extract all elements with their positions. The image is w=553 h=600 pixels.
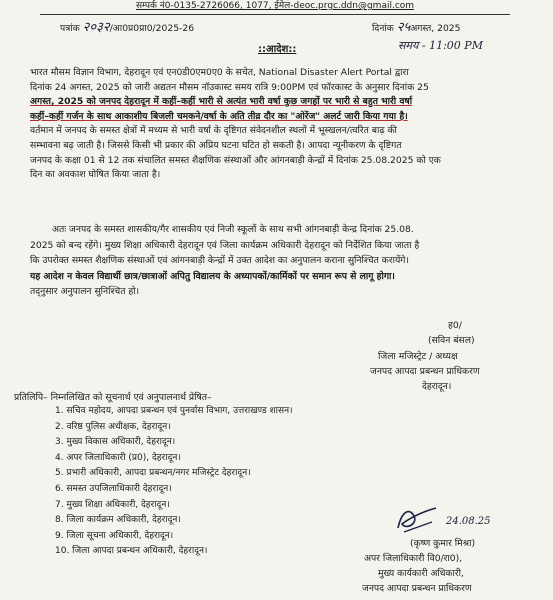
second-signatory-name: (कृष्ण कुमार मिश्रा) <box>410 538 476 549</box>
para1-line: जनपद के कक्षा 01 से 12 तक संचालित समस्त शैक्षणिक संस्थाओं और आंगनबाड़ी केन्द्रों में दिनांक 25.08.2025 को एक <box>30 154 441 166</box>
cc-item: 2. वरिष्ठ पुलिस अधीक्षक, देहरादून। <box>55 421 171 432</box>
cc-item: 7. मुख्य शिक्षा अधिकारी, देहरादून। <box>55 499 170 510</box>
para1-line: सम्भावना बढ़ जाती है। जिससे किसी भी प्रकार की अप्रिय घटना घटित हो सकती है। आपदा न्यूनीकरण के दृष्टिगत <box>30 139 402 151</box>
sign-date-handwritten: 24.08.25 <box>446 516 491 527</box>
cc-item: 6. समस्त उपजिलाधिकारी देहरादून। <box>55 483 172 494</box>
order-paragraph-1 <box>30 66 530 183</box>
para1-line: भारत मौसम विज्ञान विभाग, देहरादून एवं एन0डी0एम0ए0 के सचेत, National Disaster Alert Portal द्वारा <box>30 67 409 78</box>
reference-number <box>60 22 194 35</box>
ref-suffix: /आ0प्र0प्रा0/2025-26 <box>109 23 195 34</box>
reference-date <box>372 22 460 35</box>
second-signatory-designation-1: अपर जिलाधिकारी वि0/रा0), <box>364 553 463 564</box>
cc-item: 8. जिला कार्यक्रम अधिकारी, देहरादून। <box>55 515 181 526</box>
contact-text: सम्पर्क नं0-0135-2726066, 1077, ईमेल-deoc.prgc.ddn@gmail.com <box>135 1 415 11</box>
cc-list <box>55 404 293 560</box>
issue-time: समय - 11:00 PM <box>398 39 483 52</box>
cc-item: 9. जिला सूचना अधिकारी, देहरादून। <box>55 530 174 541</box>
signatory-name: (सविन बंसल) <box>428 335 475 346</box>
signatory-designation: जिला मजिस्ट्रेट / अध्यक्ष <box>378 351 458 362</box>
date-prefix: दिनांक <box>372 23 394 34</box>
cc-item: 10. जिला आपदा प्रबन्धन अधिकारी, देहरादून। <box>55 546 208 557</box>
second-signatory-authority: जनपद आपदा प्रबन्धन प्राधिकरण <box>362 583 472 594</box>
cc-item: 4. अपर जिलाधिकारी (प्र0), देहरादून। <box>55 452 181 463</box>
contact-header <box>40 0 510 15</box>
cc-item: 5. प्रभारी अधिकारी, आपदा प्रबन्धन/नगर मजिस्ट्रेट देहरादून। <box>55 468 251 479</box>
ref-number-handwritten: २०३२ <box>82 20 110 35</box>
para2-line: अतः जनपद के समस्त शासकीय/गैर शासकीय एवं निजी स्कूलों के साथ सभी आंगनबाड़ी केन्द्र दिनांक 25.08. <box>52 224 414 235</box>
signatory-place: देहरादून। <box>422 381 452 392</box>
signature-ho: ह0/ <box>448 320 462 331</box>
para1-line: अगस्त, 2025 को जनपद देहरादून में कहीं–कहीं भारी से अत्यंत भारी वर्षा कुछ जगहों पर भारी से बहुत भारी वर्षा <box>30 96 413 108</box>
signatory-authority: जनपद आपदा प्रबन्धन प्राधिकरण <box>370 366 480 377</box>
para2-line: कि उपरोक्त समस्त शैक्षणिक संस्थाओं एवं आंगनबाड़ी केन्द्रों में उक्त आदेश का अनुपालन कराना सुनिश्चित करायेंगे। <box>30 255 409 267</box>
cc-heading: प्रतिलिपि– निम्नलिखित को सूचनार्थ एवं अनुपालनार्थ प्रेषित– <box>14 392 212 403</box>
order-paragraph-2 <box>30 222 530 300</box>
para1-line: वर्तमान में जनपद के समस्त क्षेत्रों में मध्यम से भारी वर्षा के दृष्टिगत संवेदनशील स्थलों में भूस्खलन/त्वरित बाढ़ की <box>30 125 397 137</box>
ref-prefix: पत्रांक <box>60 23 80 34</box>
para2-line: 2025 को बन्द रहेंगे। मुख्य शिक्षा अधिकारी देहरादून एवं जिला कार्यक्रम अधिकारी देहरादून को निर्देशित किया जाता है <box>30 239 420 251</box>
date-rest: अगस्त, 2025 <box>410 23 461 34</box>
second-signatory-designation-2: मुख्य कार्यकारी अधिकारी, <box>378 568 464 579</box>
order-title: ::आदेश:: <box>258 44 297 55</box>
handwritten-signature <box>392 502 442 536</box>
cc-item: 1. सचिव महोदय, आपदा प्रबन्धन एवं पुनर्वास विभाग, उत्तराखण्ड शासन। <box>55 406 293 416</box>
para1-line: कहीं–कहीं गर्जन के साथ आकाशीय बिजली चमकने/वर्षा के अति तीव्र दौर का "ओरेंज" अलर्ट जारी किया गया है। <box>30 110 408 122</box>
para2-line: तद्नुसार अनुपालन सुनिश्चित हो। <box>30 286 140 298</box>
date-day-handwritten: २५ <box>396 20 411 35</box>
para2-line: यह आदेश न केवल विद्यार्थी छात्र/छात्राओं अपितु विद्यालय के अध्यापकों/कार्मिकों पर समान रूप से लागू होगा। <box>30 270 395 282</box>
para1-line: दिनांक 24 अगस्त, 2025 को जारी अद्यतन मौसम नॉउकास्ट समय रात्रि 9:00PM एवं फॉरकास्ट के अनुसार दिनांक 25 <box>30 81 429 93</box>
para1-line: दिन का अवकाश घोषित किया जाता है। <box>30 169 161 181</box>
cc-item: 3. मुख्य विकास अधिकारी, देहरादून। <box>55 437 176 448</box>
